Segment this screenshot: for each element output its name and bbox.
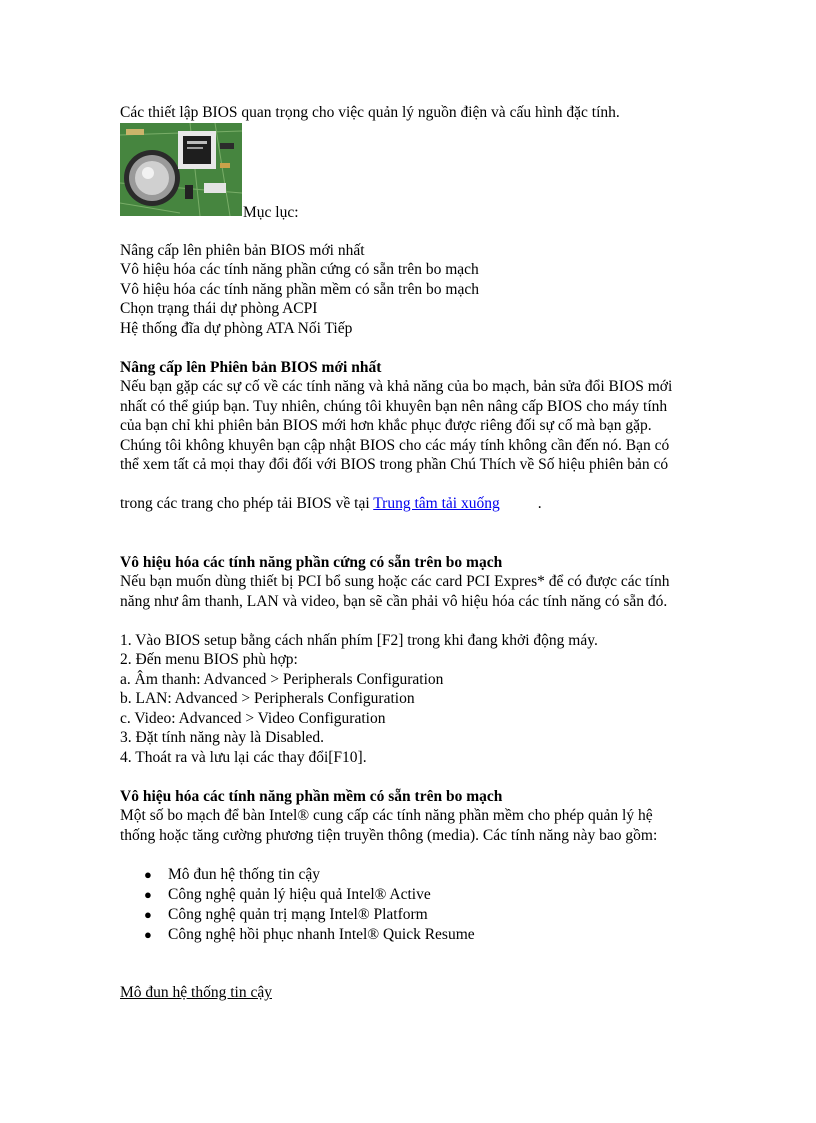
step-line: b. LAN: Advanced > Peripherals Configuration (120, 690, 415, 707)
paragraph-line: thống hoặc tăng cường phương tiện truyền thông (media). Các tính năng này bao gồm: (120, 827, 658, 844)
paragraph-line: Nếu bạn gặp các sự cố về các tính năng và khả năng của bo mạch, bản sửa đổi BIOS mới (120, 378, 673, 395)
bullet-icon: ● (144, 927, 152, 942)
download-prefix: trong các trang cho phép tải BIOS về tại (120, 495, 374, 512)
bullet-item: Công nghệ quản lý hiệu quả Intel® Active (168, 886, 431, 903)
toc-item: Chọn trạng thái dự phòng ACPI (120, 300, 318, 317)
toc-item: Vô hiệu hóa các tính năng phần cứng có sẵn trên bo mạch (120, 261, 479, 278)
section-heading: Nâng cấp lên Phiên bản BIOS mới nhất (120, 359, 382, 376)
section-heading: Vô hiệu hóa các tính năng phần mềm có sẵn trên bo mạch (120, 788, 503, 805)
step-line: 2. Đến menu BIOS phù hợp: (120, 651, 298, 668)
toc-item: Nâng cấp lên phiên bản BIOS mới nhất (120, 242, 365, 259)
paragraph-line: của bạn chỉ khi phiên bản BIOS mới hơn khắc phục được riêng đối sự cố mà bạn gặp. (120, 417, 652, 434)
bullet-item: Mô đun hệ thống tin cậy (168, 866, 320, 883)
download-line (120, 494, 542, 513)
bullet-icon: ● (144, 907, 152, 922)
motherboard-bios-chip-photo (120, 123, 242, 216)
section-heading: Vô hiệu hóa các tính năng phần cứng có sẵn trên bo mạch (120, 554, 503, 571)
download-suffix: . (537, 495, 542, 512)
step-line: 3. Đặt tính năng này là Disabled. (120, 729, 325, 746)
step-line: 4. Thoát ra và lưu lại các thay đổi[F10]. (120, 749, 367, 766)
intro-text: Các thiết lập BIOS quan trọng cho việc quản lý nguồn điện và cấu hình đặc tính. (120, 104, 620, 121)
bullet-icon: ● (144, 867, 152, 882)
step-line: c. Video: Advanced > Video Configuration (120, 710, 386, 727)
paragraph-line: năng như âm thanh, LAN và video, bạn sẽ cần phải vô hiệu hóa các tính năng có sẵn đó. (120, 593, 668, 610)
toc-item: Vô hiệu hóa các tính năng phần mềm có sẵn trên bo mạch (120, 281, 479, 298)
paragraph-line: nhất có thể giúp bạn. Tuy nhiên, chúng tôi khuyên bạn nên nâng cấp BIOS cho máy tính (120, 398, 668, 415)
subsection-heading: Mô đun hệ thống tin cậy (120, 984, 272, 1001)
bullet-icon: ● (144, 887, 152, 902)
paragraph-line: thể xem tất cả mọi thay đổi đối với BIOS trong phần Chú Thích về Số hiệu phiên bản có (120, 456, 669, 473)
step-line: a. Âm thanh: Advanced > Peripherals Configuration (120, 671, 444, 688)
paragraph-line: Một số bo mạch để bàn Intel® cung cấp các tính năng phần mềm cho phép quản lý hệ (120, 807, 653, 824)
toc-label: Mục lục: (243, 204, 299, 221)
step-line: 1. Vào BIOS setup bằng cách nhấn phím [F2] trong khi đang khởi động máy. (120, 632, 598, 649)
bullet-item: Công nghệ hồi phục nhanh Intel® Quick Resume (168, 926, 475, 943)
toc-item: Hệ thống đĩa dự phòng ATA Nối Tiếp (120, 320, 353, 337)
bullet-item: Công nghệ quản trị mạng Intel® Platform (168, 906, 428, 923)
paragraph-line: Nếu bạn muốn dùng thiết bị PCI bổ sung hoặc các card PCI Expres* để có được các tính (120, 573, 670, 590)
paragraph-line: Chúng tôi không khuyên bạn cập nhật BIOS cho các máy tính không cần đến nó. Bạn có (120, 437, 670, 454)
download-center-link[interactable]: Trung tâm tải xuống (373, 495, 500, 512)
